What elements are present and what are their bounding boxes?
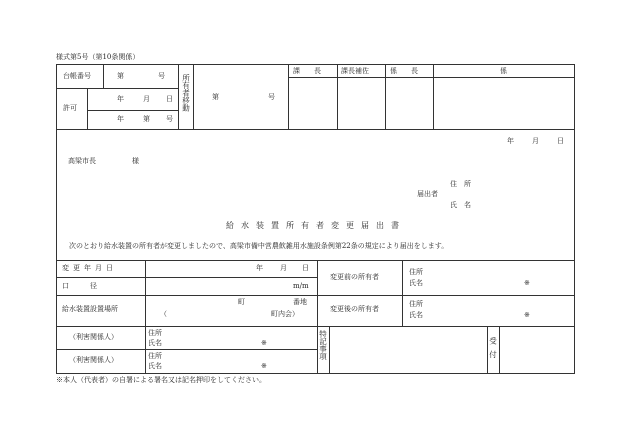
- document-title: 給水装置所有者変更届出書: [226, 221, 406, 230]
- statement: 次のとおり給水装置の所有者が変更しましたので、高梁市備中営農飲雑用水施設条例第22条の規定により届出をします。: [69, 242, 449, 250]
- applicant-address-label: 住 所: [450, 180, 471, 188]
- submit-day: 日: [557, 137, 564, 145]
- interested-party-2-name: 氏名: [148, 362, 162, 370]
- footer-note: ※本人（代表者）の自署による署名又は記名押印をしてください。: [56, 376, 266, 384]
- ledger-dai: 第: [117, 72, 124, 80]
- form-number: 様式第5号（第10条関係）: [56, 53, 140, 61]
- approval-kakaricho: 係 長: [390, 67, 418, 75]
- applicant-label: 届出者: [417, 190, 438, 198]
- location-banchi: 番地: [293, 298, 307, 306]
- permit-dai: 第: [143, 115, 150, 123]
- change-date-day: 日: [302, 264, 309, 272]
- after-owner-name: 氏名: [409, 311, 423, 319]
- change-date-label: 変更年月日: [62, 264, 117, 272]
- bore-label: 口 径: [62, 282, 97, 290]
- permit-date-month: 月: [143, 95, 150, 103]
- submit-month: 月: [532, 137, 539, 145]
- location-label: 給水装置設置場所: [62, 305, 118, 313]
- received-label: 受付: [488, 337, 498, 364]
- interested-party-2-address: 住所: [148, 352, 162, 360]
- interested-party-1-mark: ※: [261, 339, 267, 347]
- applicant-name-label: 氏 名: [450, 201, 471, 209]
- submit-year: 年: [507, 137, 514, 145]
- interested-party-2-label: （利害関係人）: [69, 356, 118, 364]
- addressee: 高梁市長: [68, 157, 96, 165]
- before-owner-address: 住所: [409, 268, 423, 276]
- ledger-go: 号: [158, 72, 165, 80]
- before-owner-label: 変更前の所有者: [330, 273, 379, 281]
- owner-dai: 第: [212, 93, 219, 101]
- permit-date-year: 年: [117, 95, 124, 103]
- location-paren-open: （: [160, 310, 167, 318]
- owner-transfer-label: 所有者移動: [181, 74, 191, 112]
- after-owner-label: 変更後の所有者: [330, 305, 379, 313]
- after-owner-mark: ※: [524, 311, 530, 319]
- approval-kakari: 係: [500, 67, 507, 75]
- before-owner-mark: ※: [524, 279, 530, 287]
- bore-unit: m/m: [293, 282, 309, 290]
- change-date-month: 月: [280, 264, 287, 272]
- interested-party-1-label: （利害関係人）: [69, 333, 118, 341]
- location-town: 町: [238, 298, 245, 306]
- ledger-number-label: 台帳番号: [63, 72, 91, 80]
- interested-party-2-mark: ※: [261, 362, 267, 370]
- permit-go: 号: [166, 115, 173, 123]
- location-town-assoc: 町内会）: [271, 310, 299, 318]
- permit-label: 許可: [63, 104, 77, 112]
- special-notes-label: 特記事項: [318, 330, 328, 360]
- change-date-year: 年: [256, 264, 263, 272]
- permit-year: 年: [117, 115, 124, 123]
- after-owner-address: 住所: [409, 300, 423, 308]
- approval-kacho-hosa: 課長補佐: [341, 67, 369, 75]
- before-owner-name: 氏名: [409, 279, 423, 287]
- interested-party-1-name: 氏名: [148, 339, 162, 347]
- addressee-sama: 様: [132, 157, 139, 165]
- permit-date-day: 日: [166, 95, 173, 103]
- owner-go: 号: [268, 93, 275, 101]
- interested-party-1-address: 住所: [148, 329, 162, 337]
- approval-kacho: 課 長: [293, 67, 321, 75]
